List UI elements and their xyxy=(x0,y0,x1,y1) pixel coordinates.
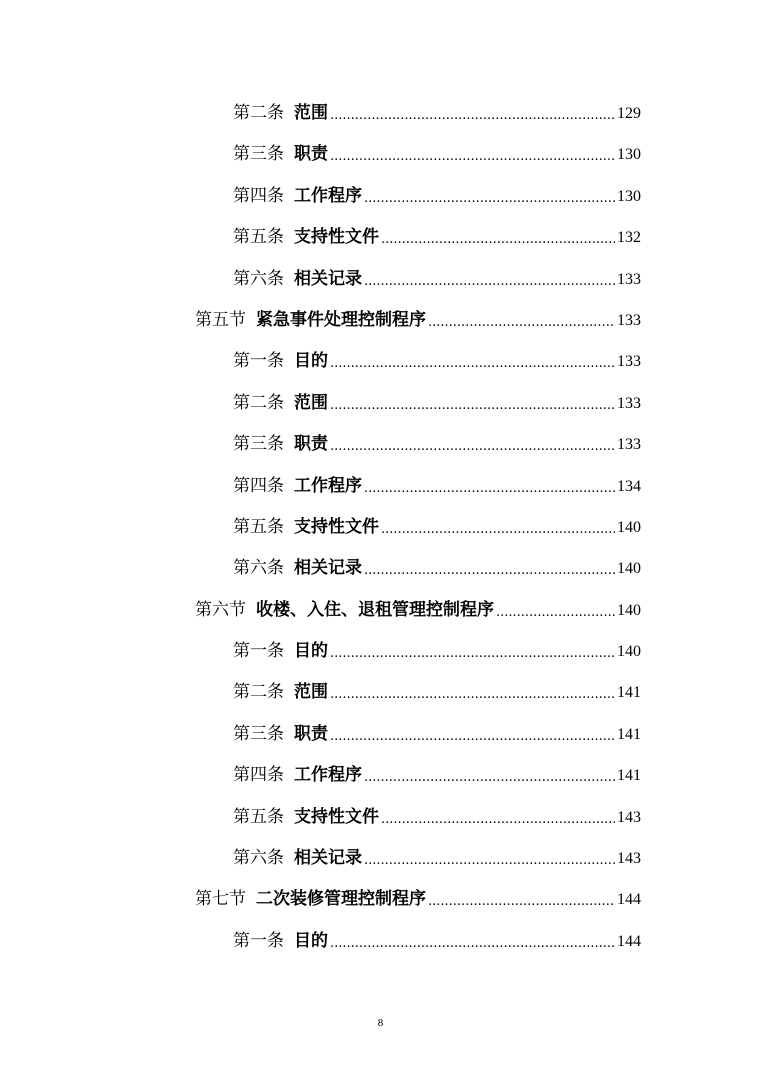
entry-page-number: 141 xyxy=(617,684,641,702)
entry-title: 相关记录 xyxy=(294,558,362,579)
entry-page-number: 130 xyxy=(617,187,641,205)
toc-entry[interactable] xyxy=(0,176,641,217)
toc-entry[interactable] xyxy=(0,921,641,962)
entry-title: 支持性文件 xyxy=(294,516,379,537)
toc-entry[interactable] xyxy=(0,797,641,838)
entry-page-number: 133 xyxy=(617,394,641,412)
dot-leader xyxy=(428,302,615,343)
dot-leader xyxy=(381,219,615,260)
dot-leader xyxy=(330,923,615,964)
entry-number: 第二条 xyxy=(233,682,284,703)
entry-number: 第五条 xyxy=(233,806,284,827)
entry-number: 第五条 xyxy=(233,227,284,248)
section-title: 二次装修管理控制程序 xyxy=(256,889,426,910)
entry-title: 范围 xyxy=(294,682,328,703)
page-footer xyxy=(0,1017,761,1029)
entry-page-number: 130 xyxy=(617,146,641,164)
dot-leader xyxy=(330,426,615,467)
entry-number: 第六条 xyxy=(233,558,284,579)
entry-page-number: 140 xyxy=(617,560,641,578)
entry-number: 第六条 xyxy=(233,848,284,869)
entry-title: 工作程序 xyxy=(294,185,362,206)
dot-leader xyxy=(330,136,615,177)
entry-page-number: 140 xyxy=(617,518,641,536)
dot-leader xyxy=(428,881,615,922)
entry-number: 第二条 xyxy=(233,392,284,413)
toc-entry[interactable] xyxy=(0,755,641,796)
entry-number: 第三条 xyxy=(233,144,284,165)
toc-section-entry[interactable] xyxy=(0,300,641,341)
entry-number: 第四条 xyxy=(233,185,284,206)
entry-number: 第四条 xyxy=(233,765,284,786)
toc-section-entry[interactable] xyxy=(0,879,641,920)
dot-leader xyxy=(381,509,615,550)
entry-page-number: 133 xyxy=(617,353,641,371)
toc-entry[interactable] xyxy=(0,714,641,755)
dot-leader xyxy=(330,633,615,674)
entry-page-number: 143 xyxy=(617,808,641,826)
entry-number: 第一条 xyxy=(233,641,284,662)
toc-entry[interactable] xyxy=(0,341,641,382)
toc-entry[interactable] xyxy=(0,838,641,879)
table-of-contents xyxy=(0,93,761,962)
entry-title: 工作程序 xyxy=(294,765,362,786)
entry-page-number: 133 xyxy=(617,270,641,288)
entry-title: 职责 xyxy=(294,144,328,165)
entry-page-number: 140 xyxy=(617,643,641,661)
toc-entry[interactable] xyxy=(0,134,641,175)
entry-page-number: 134 xyxy=(617,477,641,495)
entry-number: 第四条 xyxy=(233,475,284,496)
entry-title: 相关记录 xyxy=(294,268,362,289)
dot-leader xyxy=(364,178,615,219)
toc-entry[interactable] xyxy=(0,217,641,258)
dot-leader xyxy=(364,757,615,798)
toc-entry[interactable] xyxy=(0,383,641,424)
entry-title: 目的 xyxy=(294,641,328,662)
section-title: 收楼、入住、退租管理控制程序 xyxy=(256,599,494,620)
entry-page-number: 140 xyxy=(617,601,641,619)
dot-leader xyxy=(364,550,615,591)
section-number: 第五节 xyxy=(195,309,246,330)
entry-title: 职责 xyxy=(294,434,328,455)
dot-leader xyxy=(330,95,615,136)
dot-leader xyxy=(364,840,615,881)
entry-title: 范围 xyxy=(294,103,328,123)
entry-number: 第一条 xyxy=(233,351,284,372)
toc-entry[interactable] xyxy=(0,672,641,713)
entry-title: 范围 xyxy=(294,392,328,413)
entry-number: 第三条 xyxy=(233,723,284,744)
entry-page-number: 133 xyxy=(617,311,641,329)
dot-leader xyxy=(496,592,615,633)
entry-number: 第二条 xyxy=(233,103,284,123)
entry-number: 第五条 xyxy=(233,516,284,537)
entry-page-number: 141 xyxy=(617,725,641,743)
toc-entry[interactable] xyxy=(0,93,641,134)
section-number: 第六节 xyxy=(195,599,246,620)
toc-section-entry[interactable] xyxy=(0,590,641,631)
dot-leader xyxy=(381,799,615,840)
section-number: 第七节 xyxy=(195,889,246,910)
entry-page-number: 133 xyxy=(617,436,641,454)
entry-title: 职责 xyxy=(294,723,328,744)
dot-leader xyxy=(330,674,615,715)
toc-entry[interactable] xyxy=(0,466,641,507)
entry-title: 工作程序 xyxy=(294,475,362,496)
dot-leader xyxy=(330,343,615,384)
entry-number: 第三条 xyxy=(233,434,284,455)
dot-leader xyxy=(330,716,615,757)
page-number: 8 xyxy=(377,1017,384,1029)
toc-entry[interactable] xyxy=(0,507,641,548)
entry-page-number: 141 xyxy=(617,767,641,785)
entry-title: 支持性文件 xyxy=(294,227,379,248)
entry-page-number: 129 xyxy=(617,105,641,122)
entry-page-number: 144 xyxy=(617,891,641,909)
entry-title: 目的 xyxy=(294,351,328,372)
entry-title: 目的 xyxy=(294,930,328,951)
dot-leader xyxy=(364,261,615,302)
entry-title: 支持性文件 xyxy=(294,806,379,827)
dot-leader xyxy=(330,385,615,426)
entry-title: 相关记录 xyxy=(294,848,362,869)
dot-leader xyxy=(364,468,615,509)
toc-entry[interactable] xyxy=(0,548,641,589)
entry-page-number: 132 xyxy=(617,229,641,247)
entry-number: 第六条 xyxy=(233,268,284,289)
toc-entry[interactable] xyxy=(0,424,641,465)
section-title: 紧急事件处理控制程序 xyxy=(256,309,426,330)
entry-number: 第一条 xyxy=(233,930,284,951)
entry-page-number: 143 xyxy=(617,850,641,868)
toc-entry[interactable] xyxy=(0,259,641,300)
toc-entry[interactable] xyxy=(0,631,641,672)
entry-page-number: 144 xyxy=(617,932,641,950)
